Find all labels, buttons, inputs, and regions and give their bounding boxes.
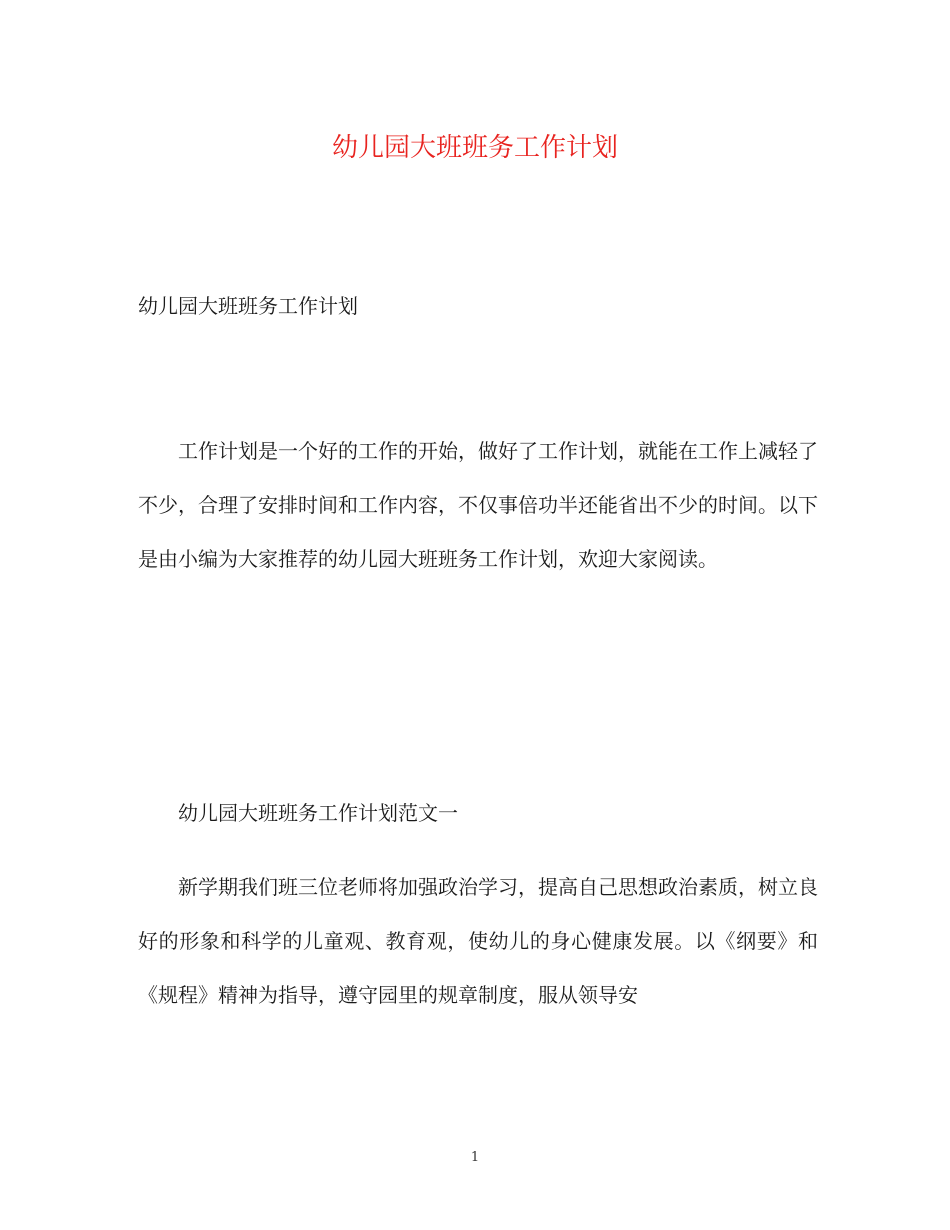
section-heading: 幼儿园大班班务工作计划范文一 bbox=[178, 801, 458, 825]
intro-paragraph: 工作计划是一个好的工作的开始，做好了工作计划，就能在工作上减轻了不少，合理了安排时间和工作内容，不仅事倍功半还能省出不少的时间。以下是由小编为大家推荐的幼儿园大班班务工作计划，欢迎大家阅读。 bbox=[138, 439, 818, 571]
document-subheading: 幼儿园大班班务工作计划 bbox=[138, 294, 358, 318]
body-paragraph: 新学期我们班三位老师将加强政治学习，提高自己思想政治素质，树立良好的形象和科学的儿童观、教育观，使幼儿的身心健康发展。以《纲要》和《规程》精神为指导，遵守园里的规章制度，服从领导安 bbox=[138, 875, 818, 1007]
page-number: 1 bbox=[470, 1150, 480, 1165]
document-title: 幼儿园大班班务工作计划 bbox=[331, 133, 618, 163]
